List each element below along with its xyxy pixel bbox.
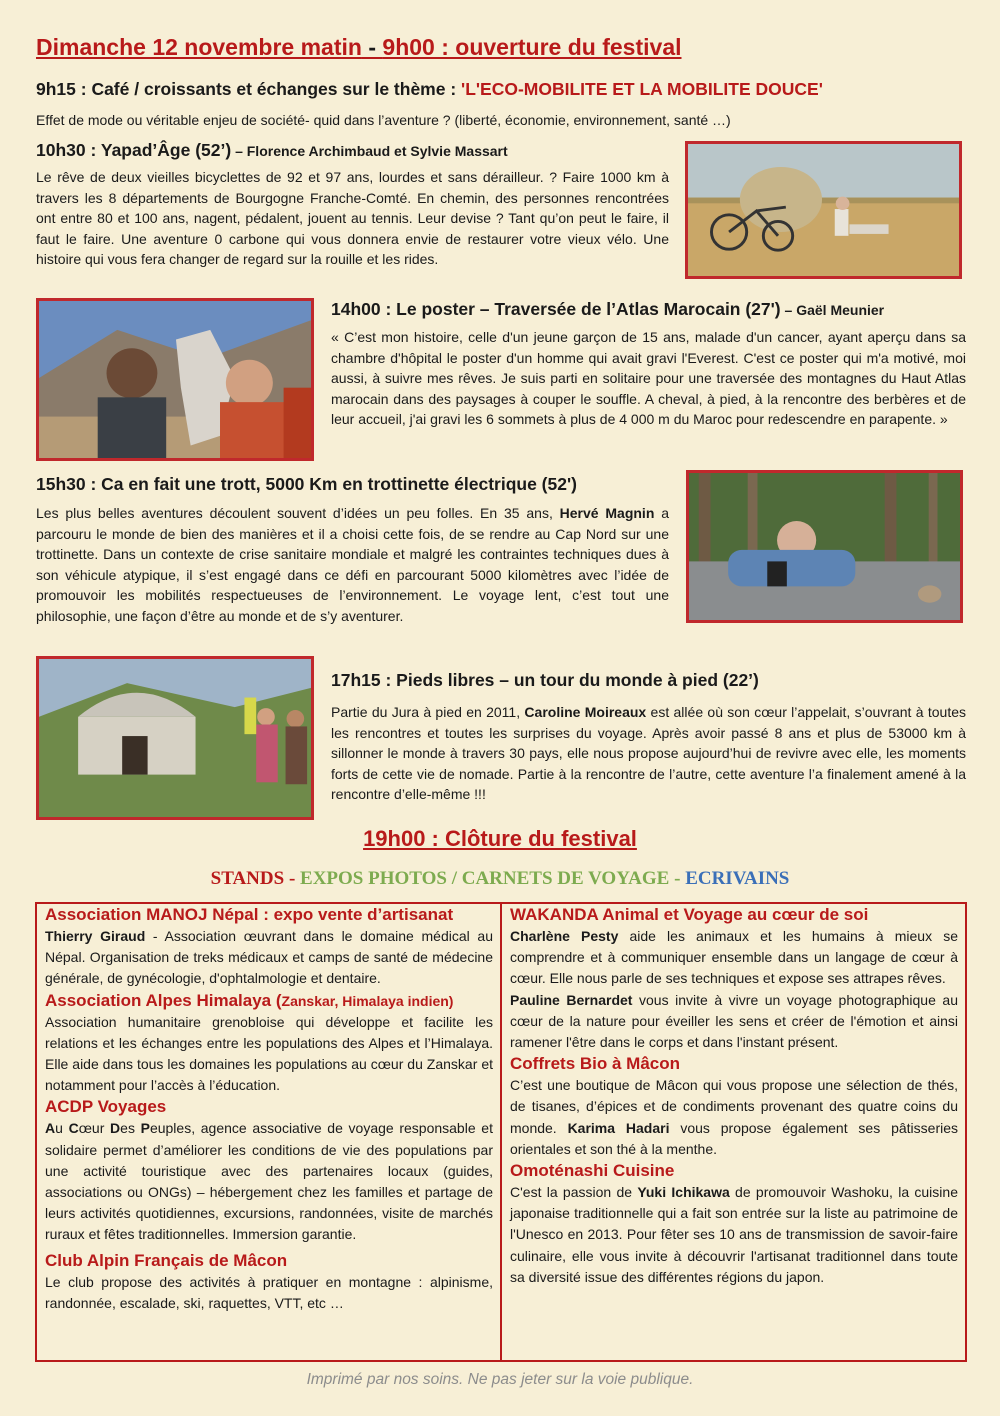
stand-text-part: C'est la passion de <box>510 1184 638 1201</box>
stand-title: Omoténashi Cuisine <box>510 1161 675 1181</box>
title-separator: - <box>361 34 383 60</box>
person-name: Karima Hadari <box>567 1119 670 1136</box>
expos-label: EXPOS PHOTOS / CARNETS DE VOYAGE <box>300 868 670 889</box>
film-heading-text: 14h00 : Le poster – Traversée de l’Atlas Marocain (27') <box>331 299 781 319</box>
person-name: Charlène Pesty <box>510 928 619 944</box>
footer-note: Imprimé par nos soins. Ne pas jeter sur la voie publique. <box>306 1371 694 1388</box>
photo-man-snail <box>686 470 963 623</box>
acronym-letter: D <box>110 1120 121 1137</box>
title-time: 9h00 : ouverture du festival <box>382 34 682 60</box>
stands-line <box>0 868 1000 890</box>
closing-text: 19h00 : Clôture du festival <box>363 826 637 851</box>
stand-text-part: vous propose également ses pâtisseries orientales et son thé à la menthe. <box>510 1119 958 1157</box>
person-name: Caroline Moireaux <box>524 704 647 720</box>
film-poster-heading <box>331 299 884 320</box>
film-yapadage-text: Le rêve de deux vieilles bicyclettes de 92 et 97 ans, lourdes et sans dérailleur. ? Faire 1000 km à travers les 8 départements de Bourgogne Franche-Comté. En chemin, des personnes rencontrées ont entre 80 et 100 ans, nagent, pédalent, jouent au tennis. Leur devise ? Tant qu’on peut le faire, il faut le faire. Une aventure 0 carbone qui vous donnera envie de restaurer votre vieux vélo. Une histoire qui vous fera changer de regard sur la rouille et les rides. <box>36 169 669 268</box>
film-pieds-libres-heading: 17h15 : Pieds libres – un tour du monde à pied (22’) <box>331 670 759 690</box>
stands-separator: - <box>284 868 301 889</box>
film-text-part: est allée où son cœur l’appelait, s’ouvrant à toutes les rencontres et toutes les surprises du voyage. Après avoir passé 8 ans et plus de 53000 km à sillonner le monde à travers 30 pays, elle nous propose aujourd’hui de revivre avec elle, les moments forts de cette vie de nomade. Partie à la rencontre de l’autre, cette aventure l’a finalement amené à la rencontre d’elle-même !!! <box>331 704 966 803</box>
stand-text: Association humanitaire grenobloise qui développe et facilite les relations et les échanges entre les populations des Alpes et l’Himalaya. Elle aide dans tous les domaines les populations au cœur du Zanskar et notamment pour l’accès à l’éducation. <box>45 1013 493 1094</box>
stand-text <box>45 1118 493 1245</box>
film-heading-text: 10h30 : Yapad’Âge (52’) <box>36 140 232 160</box>
cafe-heading-text: 9h15 : Café / croissants et échanges sur le thème : <box>36 79 462 99</box>
title-day: Dimanche 12 novembre matin <box>36 34 362 60</box>
acronym-rest: œur <box>78 1120 111 1137</box>
stand-text <box>510 1182 958 1288</box>
stand-text-part: C’est une boutique de Mâcon qui vous propose une sélection de thés, de tisanes, d’épices et de condiments provenant des quatre coins du monde. <box>510 1077 958 1136</box>
stand-text-part: vous invite à vivre un voyage photographique au cœur de la nature pour éveiller les sens et créer de l'émotion et ainsi ramener l'être dans le corps et dans l'instant présent. <box>510 991 958 1051</box>
acronym-rest: euples <box>149 1120 192 1137</box>
film-pieds-libres-text <box>331 702 966 805</box>
person-name: Hervé Magnin <box>559 505 655 521</box>
film-authors: – Gaël Meunier <box>780 302 885 318</box>
stand-title <box>45 990 493 1012</box>
stands-label: STANDS <box>210 868 285 889</box>
acronym-rest: es <box>120 1120 141 1137</box>
film-text-part: Partie du Jura à pied en 2011, <box>331 704 525 720</box>
stand-title: ACDP Voyages <box>45 1097 167 1117</box>
cafe-text: Effet de mode ou véritable enjeu de société- quid dans l’aventure ? (liberté, économie, environnement, santé …) <box>36 112 731 128</box>
film-authors: – Florence Archimbaud et Sylvie Massart <box>231 143 508 159</box>
film-trott-heading: 15h30 : Ca en fait une trott, 5000 Km en trottinette électrique (52') <box>36 474 577 494</box>
acronym-letter: P <box>140 1120 150 1137</box>
stand-text-part: , agence associative de voyage responsable et solidaire permet d’améliorer les conditions de vie des populations par une activité touristique avec des partenaires locaux (guides, associations ou ONGs) – hébergement chez les familles et partage de leurs activités quotidiennes, excursions, randonnées, visite de marchés ruraux et fêtes traditionnelles. Immersion garantie. <box>45 1120 493 1243</box>
stand-text: Le club propose des activités à pratiquer en montagne : alpinisme, randonnée, escalade, ski, raquettes, VTT, etc … <box>45 1273 493 1311</box>
stands-separator: - <box>669 868 686 889</box>
photo-bicycles-field <box>685 141 962 279</box>
stands-right-column <box>510 904 958 1288</box>
stands-left-column <box>45 904 493 1314</box>
acronym-rest: u <box>55 1120 69 1137</box>
person-name: Thierry Giraud <box>45 928 146 944</box>
acronym-letter: C <box>68 1120 79 1137</box>
photo-atlas-horse <box>36 298 314 461</box>
film-trott-text <box>36 503 669 627</box>
ecrivains-label: ECRIVAINS <box>685 868 790 889</box>
stand-text-part: - Association œuvrant dans le domaine médical au Népal. Organisation de treks médicaux et camps de santé de médecine générale, de gynécologie, d'ophtalmologie et dentaire. <box>45 928 493 987</box>
stand-title: Association MANOJ Népal : expo vente d’artisanat <box>45 905 454 924</box>
acronym-letter: A <box>45 1120 56 1137</box>
cafe-theme: 'L'ECO-MOBILITE ET LA MOBILITE DOUCE' <box>461 79 823 99</box>
stand-title: Coffrets Bio à Mâcon <box>510 1054 681 1074</box>
person-name: Yuki Ichikawa <box>637 1184 730 1201</box>
cafe-heading <box>36 79 823 100</box>
film-text-part: a parcouru le monde de bien des manières et il a choisi cette fois, de se rendre au Cap Nord sur une trottinette. Dans un contexte de crise sanitaire mondiale et malgré les contraintes techniques dues à son véhicule atypique, il s’est engagé dans ce défi en parcourant 5000 kilomètres avec l’idée de promouvoir les mobilités respectueuses de l’environnement. Le voyage lent, c’est tout une philosophie, une façon d’être au monde et de s’y aventurer. <box>36 505 669 624</box>
photo-yurt <box>36 656 314 820</box>
stand-title-text: Association Alpes Himalaya ( <box>45 990 282 1010</box>
person-name: Pauline Bernardet <box>510 991 633 1008</box>
page-title <box>36 34 682 61</box>
stand-text <box>45 926 493 990</box>
closing-heading <box>0 826 1000 852</box>
stand-title: WAKANDA Animal et Voyage au cœur de soi <box>510 905 869 924</box>
stand-title-small: Zanskar, Himalaya indien) <box>281 992 454 1009</box>
stand-text <box>510 990 958 1054</box>
stand-text-part: de promouvoir Washoku, la cuisine japonaise traditionnelle qui a fait son entrée sur la liste au patrimoine de l'Unesco en 2013. Pour fêter ses 10 ans de transmission de savoir-faire culinaire, elle vous invite à découvrir l'artisanat traditionnel dans toute sa diversité issue des différentes régions du japon. <box>510 1184 958 1285</box>
stands-divider <box>500 902 502 1362</box>
stand-text <box>510 1075 958 1160</box>
film-text-part: Les plus belles aventures découlent souvent d’idées un peu folles. En 35 ans, <box>36 505 560 521</box>
stand-title: Club Alpin Français de Mâcon <box>45 1250 288 1270</box>
stand-text-part: aide les animaux et les humains à mieux se comprendre et à communiquer ensemble dans un langage de cœur à cœur. Elle nous parle de ses techniques et expose ses attrapes rêves. <box>510 928 958 987</box>
stand-text <box>510 926 958 990</box>
film-yapadage-heading <box>36 140 508 161</box>
film-poster-text: « C’est mon histoire, celle d'un jeune garçon de 15 ans, malade d'un cancer, ayant aperçu dans sa chambre d'hôpital le poster d'un homme qui avait gravi l'Everest. C'est ce poster qui m'a motivé, moi aussi, à suivre mes rêves. Je suis parti en solitaire pour une traversée des montagnes du Haut Atlas marocain dans des paysages à couper le souffle. A cheval, à pied, à la rencontre des berbères et de leur accueil, j'ai gravi les 6 sommets à plus de 4 000 m du Maroc pour redescendre en parapente. » <box>331 329 966 428</box>
